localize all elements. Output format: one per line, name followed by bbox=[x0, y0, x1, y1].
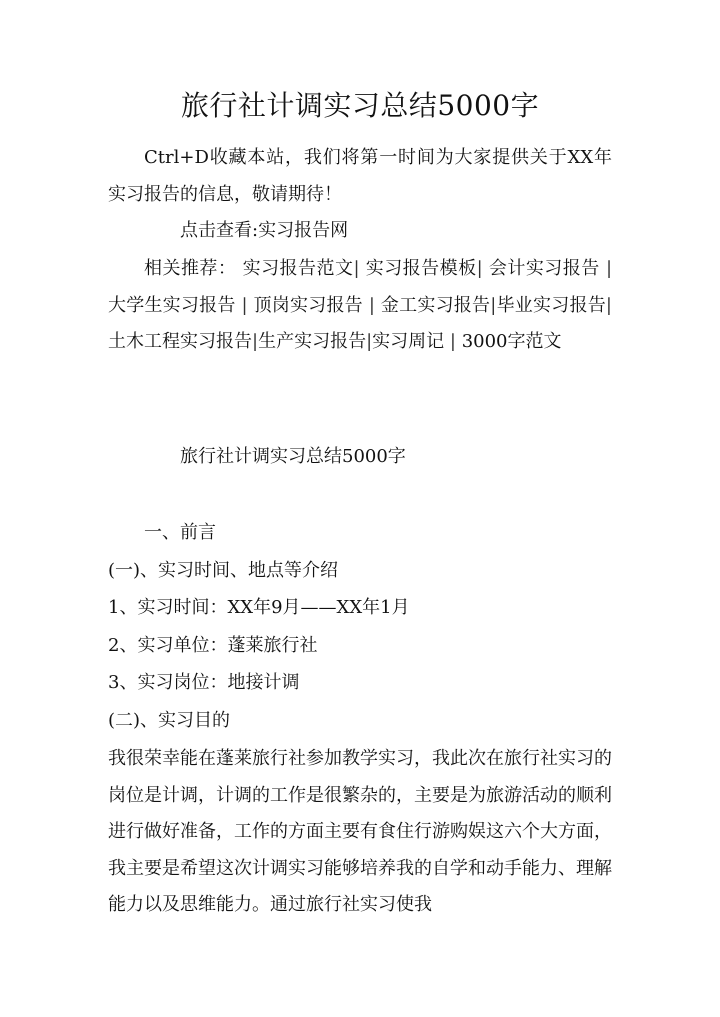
separator: | bbox=[241, 294, 248, 316]
separator: | bbox=[252, 331, 259, 352]
separator: | bbox=[605, 258, 613, 279]
view-link-line bbox=[180, 213, 348, 249]
page-title: 旅行社计调实习总结5000字 bbox=[180, 89, 540, 122]
list-item: 2、实习单位：蓬莱旅行社 bbox=[108, 635, 318, 656]
related-link[interactable]: 生产实习报告 bbox=[258, 331, 367, 352]
related-link[interactable]: 会计实习报告 bbox=[488, 258, 600, 279]
related-link[interactable]: 毕业实习报告 bbox=[496, 294, 606, 316]
separator: | bbox=[353, 258, 360, 279]
separator: | bbox=[490, 294, 497, 316]
related-prefix: 相关推荐： bbox=[144, 258, 237, 279]
related-link[interactable]: 实习报告模板 bbox=[365, 258, 477, 279]
separator: | bbox=[605, 294, 612, 316]
subsection-heading: (二)、实习目的 bbox=[108, 710, 231, 731]
related-paragraph bbox=[108, 251, 612, 361]
view-link-prefix: 点击查看: bbox=[180, 220, 259, 241]
related-link[interactable]: 金工实习报告 bbox=[380, 294, 491, 316]
separator: | bbox=[476, 258, 483, 279]
related-link[interactable]: 顶岗实习报告 bbox=[253, 294, 363, 316]
list-item: 3、实习岗位：地接计调 bbox=[108, 672, 300, 693]
list-item: 1、实习时间：XX年9月——XX年1月 bbox=[108, 597, 410, 618]
view-link[interactable]: 实习报告网 bbox=[258, 220, 349, 241]
separator: | bbox=[366, 331, 373, 352]
intro-paragraph: Ctrl+D收藏本站，我们将第一时间为大家提供关于XX年实习报告的信息，敬请期待！ bbox=[108, 147, 612, 205]
related-link[interactable]: 实习周记 bbox=[372, 331, 445, 352]
related-link[interactable]: 大学生实习报告 bbox=[108, 294, 236, 316]
subsection-heading: (一)、实习时间、地点等介绍 bbox=[108, 560, 339, 581]
separator: | bbox=[368, 294, 375, 316]
related-link[interactable]: 土木工程实习报告 bbox=[108, 331, 252, 352]
related-link[interactable]: 3000字范文 bbox=[461, 331, 562, 352]
separator: | bbox=[449, 331, 456, 352]
section-heading: 一、前言 bbox=[144, 522, 216, 543]
subtitle: 旅行社计调实习总结5000字 bbox=[180, 446, 406, 467]
related-link[interactable]: 实习报告范文 bbox=[242, 258, 354, 279]
body-paragraph: 我很荣幸能在蓬莱旅行社参加教学实习，我此次在旅行社实习的岗位是计调，计调的工作是很繁杂的，主要是为旅游活动的顺利进行做好准备，工作的方面主要有食住行游购娱这六个大方面，我主要是希望这次计调实习能够培养我的自学和动手能力、理解能力以及思维能力。通过旅行社实习使我 bbox=[108, 748, 612, 915]
